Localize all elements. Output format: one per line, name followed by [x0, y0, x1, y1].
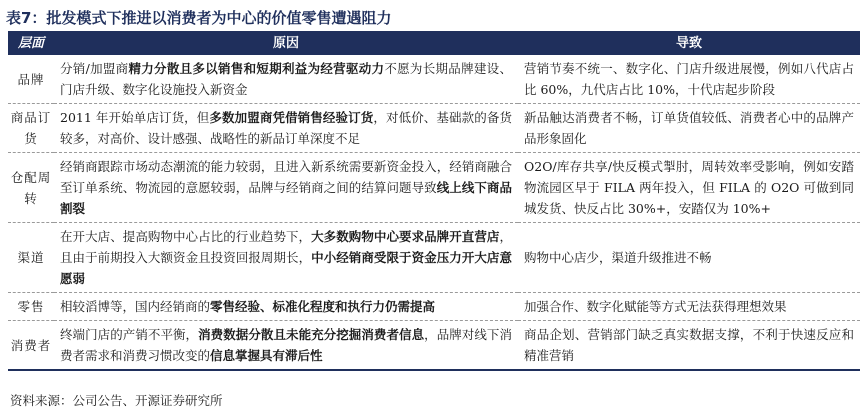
row-result-cell [518, 293, 860, 321]
table-body [8, 55, 860, 370]
comparison-table [8, 31, 860, 371]
table-row [8, 293, 860, 321]
body-text: 在开大店、提高购物中心占比的行业趋势下， [60, 229, 312, 244]
emphasis-text: 精力分散且多以销售和短期利益为经营驱动力 [128, 61, 385, 76]
row-layer-cell: 仓配周转 [8, 153, 54, 223]
row-result-cell [518, 104, 860, 153]
body-text: 购物中心店少，渠道升级推进不畅 [524, 250, 712, 265]
body-text: 相较滔博等，国内经销商的 [60, 299, 211, 314]
table-row [8, 153, 860, 223]
emphasis-text: 大多数购物中心要求品牌开直营店 [311, 229, 500, 244]
header-cause: 原因 [54, 31, 518, 55]
row-cause-cell [54, 223, 518, 293]
body-text: 新品触达消费者不畅，订单货值较低、消费者心中的品牌产品形象固化 [524, 110, 854, 146]
body-text: O2O/库存共享/快反模式掣肘，周转效率受影响，例如安踏物流园区早于 FILA 两年投入，但 FILA 的 O2O 可做到同城发货、快反占比 30%+，安踏仅为 10%+ [524, 159, 854, 216]
header-result: 导致 [518, 31, 860, 55]
row-cause-cell [54, 293, 518, 321]
body-text: ，且由于前期投入大额资金且投资回报周期长， [60, 229, 512, 265]
table-row [8, 223, 860, 293]
emphasis-text: 消费数据分散且未能充分挖掘消费者信息 [198, 327, 425, 342]
header-layer: 层面 [8, 31, 54, 55]
body-text: 2011 年开始单店订货，但 [60, 110, 210, 125]
source-note: 资料来源：公司公告、开源证券研究所 [10, 393, 223, 408]
emphasis-text: 中小经销商受限于资金压力开大店意愿弱 [60, 250, 512, 286]
row-layer-cell: 零售 [8, 293, 54, 321]
row-result-cell [518, 321, 860, 371]
body-text: ，品牌对线下消费者需求和消费习惯改变的 [60, 327, 512, 363]
row-result-cell [518, 55, 860, 104]
row-layer-cell: 渠道 [8, 223, 54, 293]
emphasis-text: 零售经验、标准化程度和执行力仍需提高 [210, 299, 436, 314]
body-text: 不愿为长期品牌建设、门店升级、数字化设施投入新资金 [60, 61, 512, 97]
table-row [8, 55, 860, 104]
body-text: 营销节奏不统一、数字化、门店升级进展慢，例如八代店占比 60%，九代店占比 10%，十代店起步阶段 [524, 61, 854, 97]
emphasis-text: 信息掌握具有滞后性 [210, 348, 323, 363]
emphasis-text: 多数加盟商凭借销售经验订货 [209, 110, 374, 125]
table-title: 表7：批发模式下推进以消费者为中心的价值零售遭遇阻力 [6, 9, 392, 27]
row-result-cell [518, 153, 860, 223]
body-text: 商品企划、营销部门缺乏真实数据支撑，不利于快速反应和精准营销 [524, 327, 854, 363]
body-text: 终端门店的产销不平衡， [60, 327, 199, 342]
row-layer-cell: 消费者 [8, 321, 54, 371]
row-layer-cell: 品牌 [8, 55, 54, 104]
row-cause-cell [54, 153, 518, 223]
row-result-cell [518, 223, 860, 293]
row-cause-cell [54, 55, 518, 104]
emphasis-text: 线上线下商品割裂 [60, 180, 512, 216]
row-cause-cell [54, 104, 518, 153]
table-row [8, 321, 860, 371]
row-layer-cell: 商品订货 [8, 104, 54, 153]
table-row [8, 104, 860, 153]
body-text: 经销商跟踪市场动态潮流的能力较弱，且进入新系统需要新资金投入，经销商融合至订单系统、物流园的意愿较弱，品牌与经销商之间的结算问题导致 [60, 159, 512, 195]
body-text: 加强合作、数字化赋能等方式无法获得理想效果 [524, 299, 787, 314]
table-header-row [8, 31, 860, 55]
row-cause-cell [54, 321, 518, 371]
body-text: ，对低价、基础款的备货较多，对高价、设计感强、战略性的新品订单深度不足 [60, 110, 512, 146]
body-text: 分销/加盟商 [60, 61, 129, 76]
